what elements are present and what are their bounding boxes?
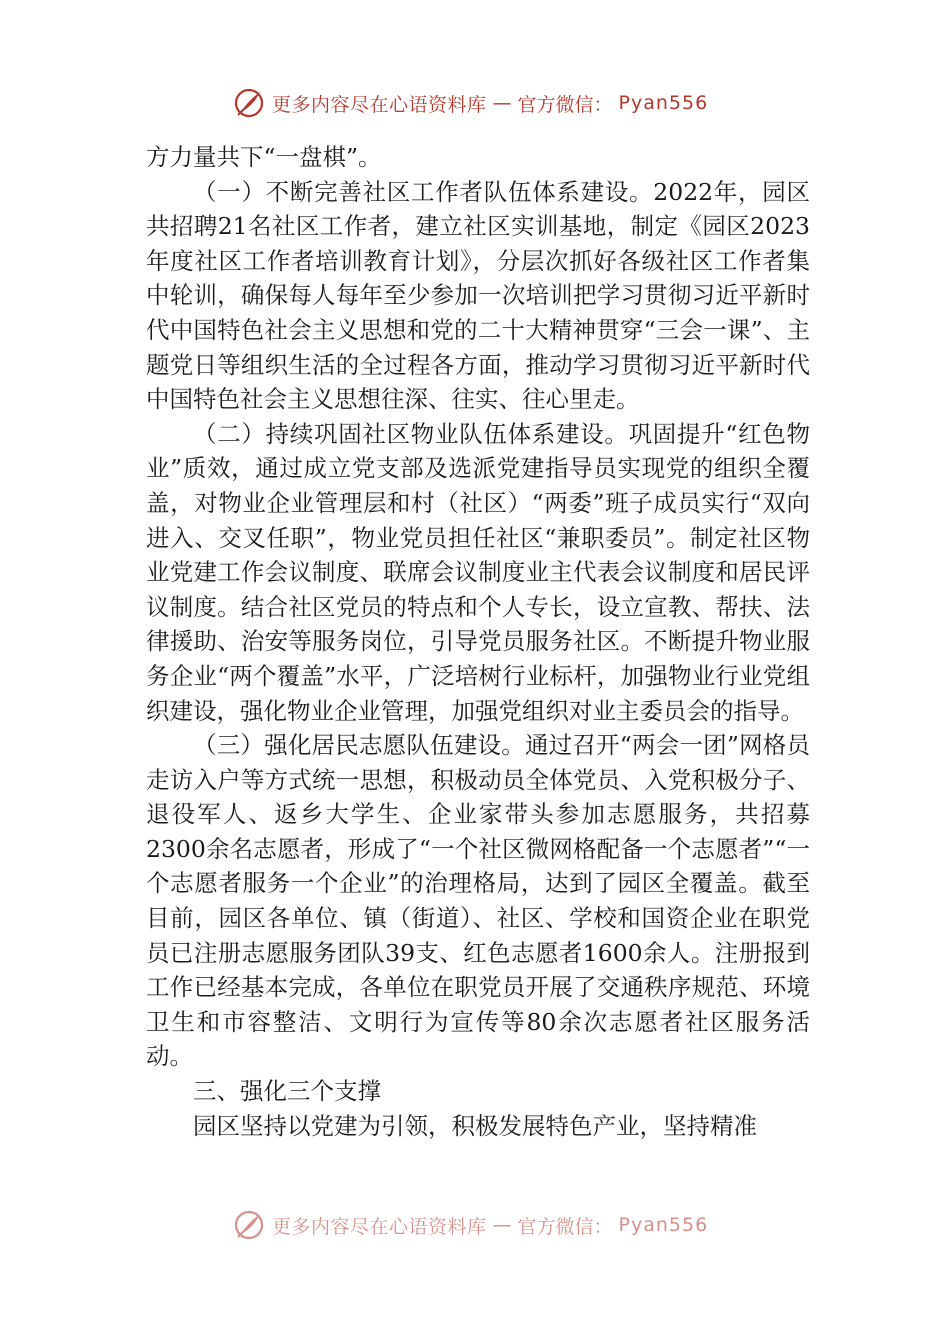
section-3-heading: （三）强化居民志愿队伍建设。	[193, 731, 525, 760]
quill-logo-icon	[232, 1208, 266, 1242]
watermark-wechat-label: 官方微信：	[517, 1215, 613, 1238]
section-3-body: 通过召开“两会一团”网格员走访入户等方式统一思想，积极动员全体党员、入党积极分子、退役军人、返乡大学生、企业家带头参加志愿服务，共招募2300余名志愿者，形成了“一个社区微网格配备一个志愿者”“一个志愿者服务一个企业”的治理格局，达到了园区全覆盖。截至目前，园区各单位、镇（街道）、社区、学校和国资企业在职党员已注册志愿服务团队39支、红色志愿者1600余人。注册报到工作已经基本完成，各单位在职党员开展了交通秩序规范、环境卫生和市容整洁、文明行为宣传等80余次志愿者社区服务活动。	[146, 731, 811, 1071]
watermark-separator: —	[492, 1214, 512, 1236]
paragraph-section-3	[146, 728, 810, 1074]
section-1-heading: （一）不断完善社区工作者队伍体系建设。	[193, 177, 654, 206]
watermark-wechat-id: Pyan556	[618, 1214, 709, 1236]
watermark-separator: —	[492, 92, 512, 114]
watermark-wechat-label: 官方微信：	[517, 93, 613, 116]
watermark-header	[232, 86, 752, 120]
paragraph-chapter-3-intro: 园区坚持以党建为引领，积极发展特色产业，坚持精准	[193, 1111, 757, 1140]
watermark-text: 更多内容尽在心语资料库	[272, 93, 487, 116]
section-2-heading: （二）持续巩固社区物业队伍体系建设。	[193, 419, 629, 448]
paragraph-section-1	[146, 175, 810, 417]
quill-logo-icon	[232, 86, 266, 120]
watermark-wechat-id: Pyan556	[618, 92, 709, 114]
watermark-footer	[232, 1208, 752, 1242]
paragraph-continuation: 方力量共下“一盘棋”。	[146, 143, 382, 171]
section-2-body: 巩固提升“红色物业”质效，通过成立党支部及选派党建指导员实现党的组织全覆盖，对物业企业管理层和村（社区）“两委”班子成员实行“双向进入、交叉任职”，物业党员担任社区“兼职委员”。制定社区物业党建工作会议制度、联席会议制度业主代表会议制度和居民评议制度。结合社区党员的特点和个人专长，设立宣教、帮扶、法律援助、治安等服务岗位，引导党员服务社区。不断提升物业服务企业“两个覆盖”水平，广泛培树行业标杆，加强物业行业党组织建设，强化物业企业管理，加强党组织对业主委员会的指导。	[146, 419, 811, 725]
paragraph-section-2	[146, 417, 810, 728]
document-body	[146, 140, 810, 1143]
watermark-text: 更多内容尽在心语资料库	[272, 1215, 487, 1238]
chapter-heading-3: 三、强化三个支撑	[193, 1077, 381, 1106]
section-1-body: 2022年，园区共招聘21名社区工作者，建立社区实训基地，制定《园区2023年度社区工作者培训教育计划》，分层次抓好各级社区工作者集中轮训，确保每人每年至少参加一次培训把学习贯彻习近平新时代中国特色社会主义思想和党的二十大精神贯穿“三会一课”、主题党日等组织生活的全过程各方面，推动学习贯彻习近平新时代中国特色社会主义思想往深、往实、往心里走。	[146, 177, 811, 414]
